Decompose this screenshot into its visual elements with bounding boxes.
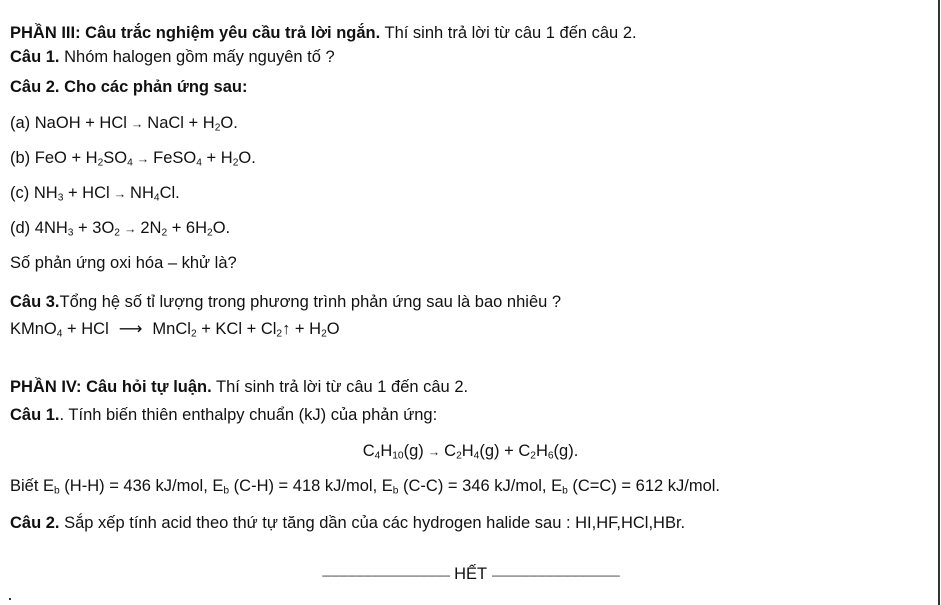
p4-q1-text: . Tính biến thiên enthalpy chuẩn (kJ) của phản ứng: <box>59 406 438 424</box>
part3-heading-line <box>10 22 637 44</box>
eq-o: O <box>326 320 340 338</box>
part3-heading: PHẦN III: Câu trắc nghiệm yêu cầu trả lời ngắn. <box>10 24 381 42</box>
reaction-b <box>10 147 256 170</box>
eq-c4: C <box>362 442 375 460</box>
p4-question-1 <box>10 404 437 426</box>
bond-c-double-c: (C=C) = 612 kJ/mol. <box>567 477 721 495</box>
subscript: 2 <box>214 122 221 134</box>
subscript: 6 <box>547 450 554 462</box>
reaction-d-right-3: O. <box>212 219 231 237</box>
p3-q3-equation <box>10 318 340 340</box>
reaction-c-left-2: + HCl <box>63 184 110 202</box>
subscript: 2 <box>530 450 536 462</box>
p3-question-2-label: Câu 2. Cho các phản ứng sau: <box>10 78 248 96</box>
subscript: b <box>562 485 568 497</box>
eq-h10: H <box>380 442 393 460</box>
subscript: 3 <box>57 192 64 204</box>
subscript: 2 <box>190 328 197 340</box>
reaction-d-left-2: + 3O <box>73 219 115 237</box>
subscript: 3 <box>67 227 74 239</box>
bond-hh: (H-H) = 436 kJ/mol, E <box>59 477 224 495</box>
arrow-icon: → <box>113 187 127 201</box>
eq-mncl2: MnCl <box>152 320 191 338</box>
arrow-icon: → <box>427 445 441 459</box>
reaction-b-label: (b) <box>10 149 31 167</box>
eq-g: (g) <box>403 442 424 460</box>
scan-dot <box>9 598 11 600</box>
p4-q1-equation <box>0 440 941 463</box>
subscript: 4 <box>127 157 133 169</box>
p3-q2-question: Số phản ứng oxi hóa – khử là? <box>10 254 237 272</box>
subscript: 2 <box>456 450 462 462</box>
subscript: 2 <box>321 328 327 340</box>
eq-kmno4: KMnO <box>10 320 57 338</box>
reaction-b-left: FeO + H <box>34 149 98 167</box>
page-edge-border <box>938 0 940 605</box>
bond-ch: (C-H) = 418 kJ/mol, E <box>229 477 393 495</box>
subscript: 4 <box>374 450 381 462</box>
p3-question-3 <box>10 291 561 313</box>
end-text: HẾT <box>454 565 487 583</box>
bond-energies <box>10 475 720 497</box>
p4-q2-label: Câu 2. <box>10 514 60 532</box>
reaction-c <box>10 182 180 205</box>
subscript: b <box>392 485 399 497</box>
part4-instruction: Thí sinh trả lời từ câu 1 đến câu 2. <box>211 378 469 396</box>
reaction-a-right-end: O. <box>220 114 238 132</box>
arrow-icon: → <box>136 152 150 166</box>
p4-q1-label: Câu 1. <box>10 406 60 424</box>
subscript: 4 <box>153 192 160 204</box>
eq-kcl-cl2: + KCl + Cl <box>196 320 277 338</box>
reaction-b-right-2: + H <box>201 149 233 167</box>
p4-q2-text: Sắp xếp tính acid theo thứ tự tăng dần của các hydrogen halide sau : HI,HF,HCl,HBr. <box>59 514 686 532</box>
bond-cc: (C-C) = 346 kJ/mol, E <box>398 477 563 495</box>
reaction-d-right-2: + 6H <box>167 219 208 237</box>
reaction-a <box>10 112 238 135</box>
subscript: 2 <box>207 227 213 239</box>
subscript: 4 <box>196 157 202 169</box>
subscript: 4 <box>56 328 63 340</box>
eq-hcl: + HCl <box>62 320 109 338</box>
eq-c2: C <box>444 442 457 460</box>
subscript: 2 <box>276 328 283 340</box>
subscript: 2 <box>232 157 239 169</box>
bond-prefix: Biết E <box>10 477 55 495</box>
eq-g-c2: (g) + C <box>479 442 531 460</box>
reaction-d-label: (d) <box>10 219 31 237</box>
p3-q3-label: Câu 3. <box>10 293 60 311</box>
long-arrow-icon: ⟶ <box>118 320 143 338</box>
reaction-a-left: NaOH + HCl <box>34 114 127 132</box>
p3-question-1 <box>10 46 335 68</box>
eq-h4: H <box>461 442 474 460</box>
reaction-b-right-3: O. <box>238 149 256 167</box>
p3-q3-text: Tổng hệ số tỉ lượng trong phương trình phản ứng sau là bao nhiêu ? <box>59 293 562 311</box>
reaction-a-label: (a) <box>10 114 31 132</box>
p3-q1-label: Câu 1. <box>10 48 60 66</box>
eq-h6: H <box>535 442 548 460</box>
arrow-icon: → <box>123 222 137 236</box>
reaction-c-right-2: Cl. <box>159 184 180 202</box>
reaction-c-right: NH <box>130 184 154 202</box>
eq-gas-h2: ↑ + H <box>282 320 322 338</box>
subscript: b <box>54 485 60 497</box>
reaction-d-right: 2N <box>140 219 162 237</box>
part4-heading-line <box>10 376 468 398</box>
eq-g-end: (g). <box>553 442 579 460</box>
subscript: 4 <box>473 450 480 462</box>
divider-right: ------------------------------------------------ <box>491 570 620 582</box>
part3-instruction: Thí sinh trả lời từ câu 1 đến câu 2. <box>380 24 637 42</box>
part4-heading: PHẦN IV: Câu hỏi tự luận. <box>10 378 212 396</box>
reaction-c-left: NH <box>33 184 58 202</box>
reaction-d-left: 4NH <box>34 219 68 237</box>
reaction-a-right: NaCl + H <box>147 114 215 132</box>
subscript: 2 <box>97 157 104 169</box>
reaction-b-right: FeSO <box>153 149 197 167</box>
end-marker <box>0 563 941 587</box>
arrow-icon: → <box>130 117 144 131</box>
divider-left: ------------------------------------------------ <box>321 570 450 582</box>
subscript: 10 <box>392 450 404 462</box>
subscript: 2 <box>114 227 120 239</box>
p3-q1-text: Nhóm halogen gồm mấy nguyên tố ? <box>59 48 335 66</box>
reaction-c-label: (c) <box>10 184 30 202</box>
reaction-b-left-2: SO <box>103 149 128 167</box>
subscript: 2 <box>161 227 168 239</box>
reaction-d <box>10 217 230 240</box>
p4-question-2 <box>10 512 685 534</box>
subscript: b <box>223 485 230 497</box>
